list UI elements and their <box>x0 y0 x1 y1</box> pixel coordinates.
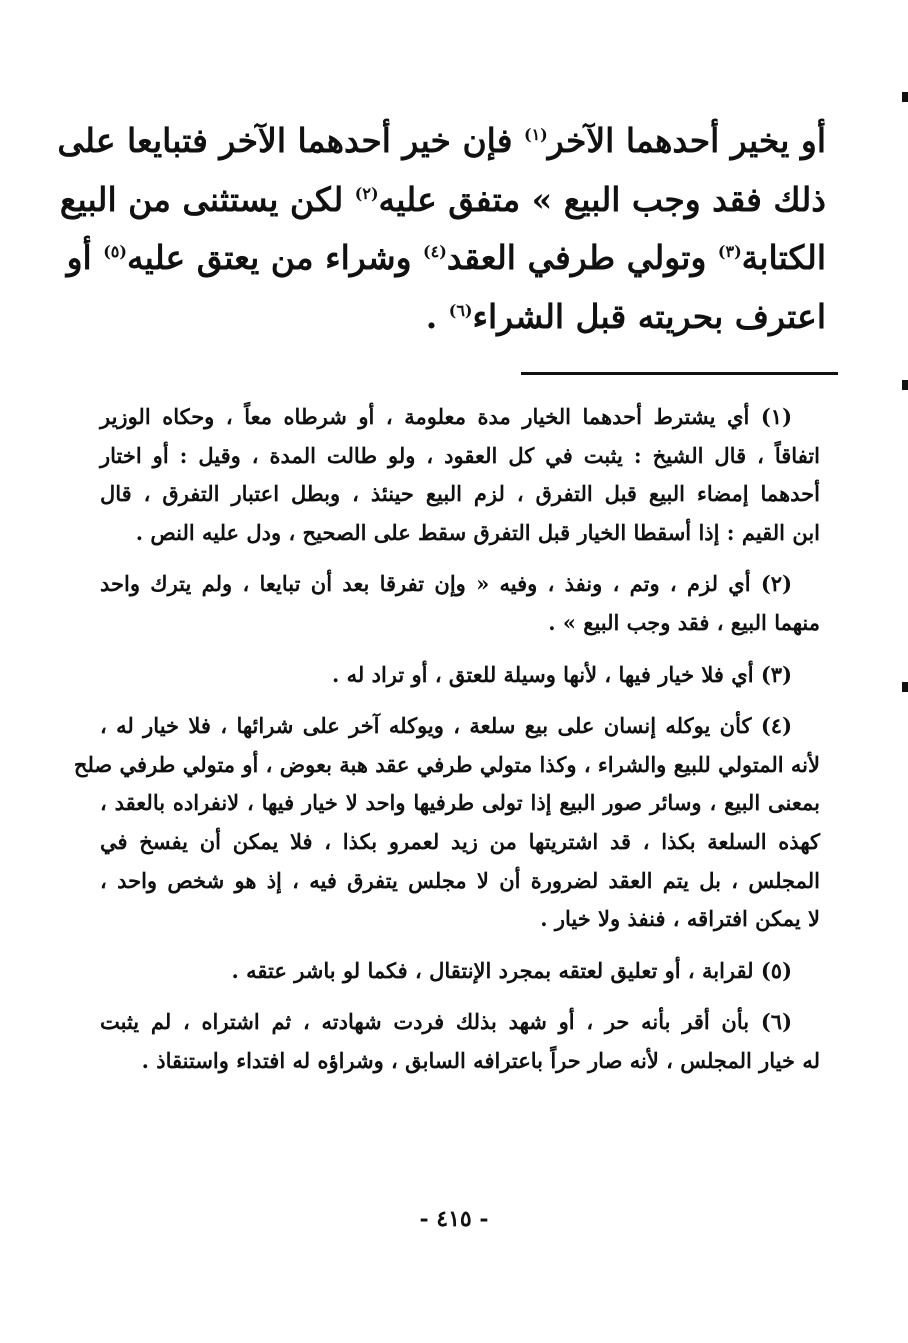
footnote-line: ابن القيم : إذا أسقطا الخيار قبل التفرق سقط على الصحيح ، ودل عليه النص . <box>135 519 820 545</box>
footnote-line: أحدهما إمضاء البيع قبل التفرق ، لزم البيع حينئذ ، وبطل اعتبار التفرق ، قال <box>100 481 820 507</box>
footnote-marker: (٢) <box>354 183 379 203</box>
main-text-segment: لكن يستثنى من البيع <box>59 179 355 219</box>
footnote <box>100 398 820 552</box>
footnote <box>100 565 820 642</box>
footnote-separator <box>521 372 838 375</box>
footnote-marker: (٥) <box>103 242 127 261</box>
footnote-line: (٦) بأن أقر بأنه حر ، أو شهد بذلك فردت شهادته ، ثم اشتراه ، لم يثبت <box>100 1009 792 1035</box>
footnote-line: بمعنى البيع ، وسائر صور البيع إذا تولى طرفيها واحد لا خيار فيها ، لانفراده بالعقد ، <box>100 790 820 816</box>
footnote-line: له خيار المجلس ، لأنه صار حراً باعترافه السابق ، وشراؤه له افتداء واستنقاذ . <box>141 1047 820 1073</box>
footnote-line: (٤) كأن يوكله إنسان على بيع سلعة ، ويوكله آخر على شرائها ، فلا خيار له ، <box>100 713 792 739</box>
footnote-marker: (٦) <box>448 300 473 320</box>
main-text-segment: ذلك فقد وجب البيع » متفق عليه <box>378 179 826 219</box>
footnote-line: (٢) أي لزم ، وتم ، ونفذ ، وفيه « وإن تفرقا بعد أن تبايعا ، ولم يترك واحد <box>100 571 792 597</box>
main-text-segment: . <box>425 296 449 336</box>
footnote-marker: (٣) <box>717 242 742 261</box>
main-text-segment: فإن خير أحدهما الآخر فتبايعا على <box>57 121 524 160</box>
main-text-line <box>59 171 826 230</box>
main-text-segment: الكتابة <box>741 238 826 277</box>
main-text-segment: أو يخير أحدهما الآخر <box>547 121 826 160</box>
footnote-line: كهذه السلعة بكذا ، قد اشتريتها من زيد لعمرو بكذا ، فلا يمكن أن يفسخ في <box>100 828 820 854</box>
footnote <box>100 952 820 991</box>
footnote-line: اتفاقاً ، قال الشيخ : يثبت في كل العقود ، ولو طالت المدة ، وقيل : أو اختار <box>100 442 820 468</box>
page-number: - ٤١٥ - <box>419 1206 489 1232</box>
main-text-segment: وشراء من يعتق عليه <box>126 238 424 277</box>
footnote-marker: (١) <box>524 125 548 144</box>
main-text-line <box>66 229 826 288</box>
scan-edge-mark <box>902 380 908 390</box>
main-text-segment: اعترف بحريته قبل الشراء <box>472 296 826 336</box>
main-text <box>57 112 826 346</box>
footnote-line: (٣) أي فلا خيار فيها ، لأنها وسيلة للعتق ، أو تراد له . <box>332 661 792 687</box>
footnote-marker: (٤) <box>423 242 447 261</box>
scan-edge-mark <box>902 682 908 692</box>
footnote-line: (٥) لقرابة ، أو تعليق لعتقه بمجرد الإنتقال ، فكما لو باشر عتقه . <box>231 957 792 983</box>
footnote-line: منهما البيع ، فقد وجب البيع » . <box>548 609 820 635</box>
footnote <box>73 707 820 939</box>
main-text-line <box>98 288 826 347</box>
footnote-line: لا يمكن افتراقه ، فنفذ ولا خيار . <box>540 906 820 932</box>
scan-edge-mark <box>902 92 908 102</box>
main-text-segment: أو <box>66 238 104 277</box>
footnotes <box>73 398 820 1094</box>
footnote-line: لأنه المتولي للبيع والشراء ، وكذا متولي طرفي عقد هبة بعوض ، أو متولي طرفي صلح <box>73 751 820 777</box>
main-text-segment: وتولي طرفي العقد <box>446 238 718 277</box>
footnote-line: المجلس ، بل يتم العقد لضرورة أن لا مجلس يتفرق فيه ، إذ هو شخص واحد ، <box>100 867 820 893</box>
footnote <box>100 656 820 695</box>
footnote-line: (١) أي يشترط أحدهما الخيار مدة معلومة ، أو شرطاه معاً ، وحكاه الوزير <box>100 404 792 429</box>
main-text-line <box>57 112 826 171</box>
footnote <box>100 1003 820 1080</box>
